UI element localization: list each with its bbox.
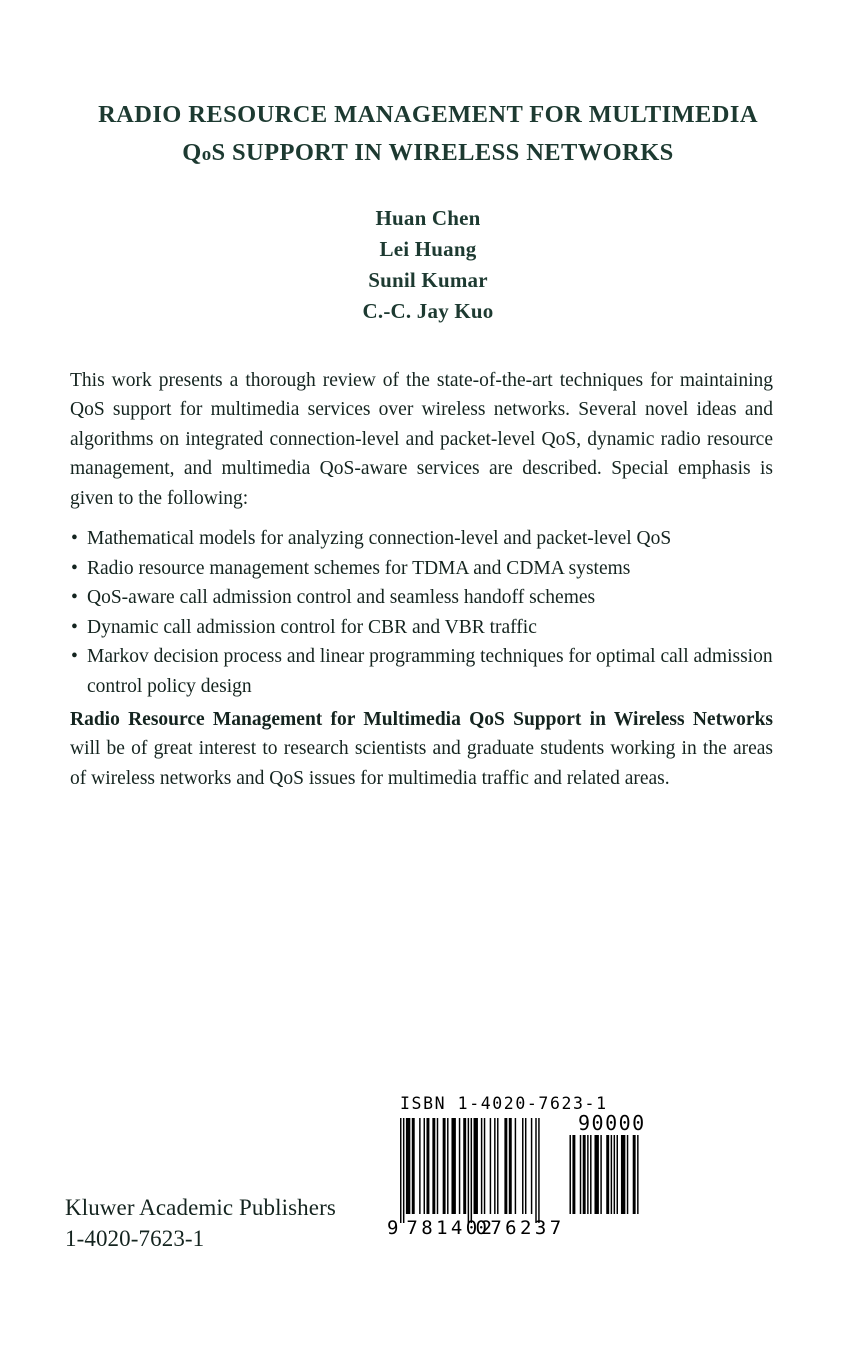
closing-bold-title: Radio Resource Management for Multimedia QoS Support in Wireless Networks — [70, 709, 773, 730]
list-item — [70, 554, 780, 584]
intro-paragraph: This work presents a thorough review of the state-of-the-art techniques for maintaining QoS support for multimedia services over wireless networks. Several novel ideas and algorithms on integrated connection-level and packet-level QoS, dynamic radio resource management, and multimedia QoS-aware services are described. Special emphasis is given to the following: — [70, 370, 773, 509]
closing-paragraph-block — [70, 705, 773, 793]
list-item-label: Mathematical models for analyzing connection-level and packet-level QoS — [87, 528, 672, 549]
author-list — [70, 203, 786, 327]
publisher-block — [65, 1192, 395, 1254]
author-name: Sunil Kumar — [368, 268, 488, 292]
list-item — [70, 524, 780, 554]
list-item — [70, 642, 780, 701]
ean13-barcode: 9 781402 076237 — [400, 1118, 540, 1245]
book-title-line-2 — [70, 134, 786, 174]
book-title-line-1: RADIO RESOURCE MANAGEMENT FOR MULTIMEDIA — [98, 101, 758, 128]
closing-rest-text: will be of great interest to research scientists and graduate students working in the areas of wireless networks and QoS issues for multimedia traffic and related areas. — [70, 738, 773, 789]
barcode-isbn-label: ISBN 1-4020-7623-1 — [400, 1094, 608, 1113]
bullet-dot-icon: • — [71, 587, 78, 609]
author-name: C.-C. Jay Kuo — [362, 299, 494, 323]
ean5-addon-barcode — [568, 1135, 639, 1214]
book-title-qos-o: o — [201, 144, 212, 165]
list-item-label: Markov decision process and linear programming techniques for optimal call admission control policy design — [87, 646, 773, 697]
book-title-line-2-rest: S SUPPORT IN WIRELESS NETWORKS — [211, 139, 674, 166]
bullet-dot-icon: • — [71, 557, 78, 579]
bullet-dot-icon: • — [71, 646, 78, 668]
barcode-block — [387, 1094, 662, 1246]
closing-paragraph — [70, 705, 773, 793]
list-item — [70, 583, 780, 613]
list-item — [70, 613, 780, 643]
author-name: Lei Huang — [379, 237, 477, 261]
list-item-label: Radio resource management schemes for TDMA and CDMA systems — [87, 557, 631, 579]
list-item-label: QoS-aware call admission control and seamless handoff schemes — [87, 587, 596, 609]
publisher-name: Kluwer Academic Publishers — [65, 1195, 336, 1220]
publisher-isbn: 1-4020-7623-1 — [65, 1226, 205, 1251]
intro-paragraph-block — [70, 366, 773, 513]
author-name: Huan Chen — [375, 206, 481, 230]
book-title — [70, 96, 786, 174]
feature-bullet-list — [70, 524, 780, 702]
bullet-dot-icon: • — [71, 528, 78, 549]
bullet-dot-icon: • — [71, 616, 78, 638]
book-title-qos-q: Q — [182, 139, 202, 166]
list-item-label: Dynamic call admission control for CBR and VBR traffic — [87, 616, 537, 638]
barcode-addon-label: 90000 — [578, 1111, 646, 1135]
